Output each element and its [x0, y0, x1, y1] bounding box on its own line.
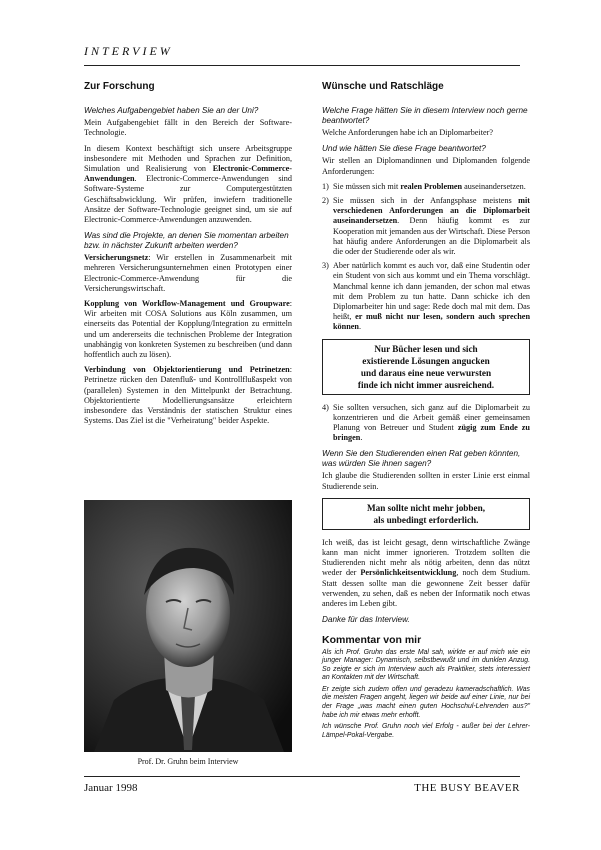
pull-quote-box: [322, 339, 530, 395]
question: Wenn Sie den Studierenden einen Rat geben könnten, was würden Sie ihnen sagen?: [322, 449, 521, 469]
question: Und wie hätten Sie diese Frage beantwortet?: [322, 144, 486, 154]
paragraph: [84, 144, 292, 226]
quote-line: existierende Lösungen angucken: [362, 355, 490, 366]
bold-text: Electronic-Commerce-Anwendungen: [84, 164, 292, 184]
paragraph: [322, 538, 530, 609]
text: , noch dem Studium. Statt dessen sollte man die gewonnene Zeit besser dafür verwenden, zu sehen, daß es neben der Informatik noch etwas anderes im Leben gibt.: [322, 568, 530, 609]
page-header: [84, 44, 520, 66]
comment-paragraph: Als ich Prof. Gruhn das erste Mal sah, wirkte er auf mich wie ein junger Manager: Dynamisch, selbstbewußt und im dunklen Anzug. So zeigte er sich im Interview auch als Praktiker, stets interessiert an Kontakten mit der Wirtschaft.: [322, 648, 530, 682]
heading-zur-forschung: Zur Forschung: [84, 81, 155, 92]
text: : Wir erstellen in Zusammenarbeit mit mehreren Versicherungsunternehmen einen Prototypen einer Electronic-Commerce-Anwendung für die Versicherungswirtschaft.: [84, 253, 292, 293]
text: Aber natürlich kommt es auch vor, daß eine Studentin oder ein Student von sich aus kommt und ein Thema vorschlägt. Manchmal kenne ich dann jemanden, der schon mal etwas mit dem Problem zu tun hatte. Dann schicke ich den Diplomarbeiter hin und sage: Rede doch mal mit dem. Das heißt,: [333, 261, 530, 322]
list-item: [322, 182, 530, 192]
paragraph: [84, 299, 292, 360]
text: . Denn häufig kommt es zur Kooperation mit jemanden aus der Wirtschaft. Diese Person hat häufig andere Anforderungen an die Diplomarbeit als die oder der Studierende oder als wir.: [333, 216, 530, 257]
text: Sie müssen sich mit: [333, 181, 401, 191]
requirements-list: [322, 182, 530, 333]
quote-line: als unbedingt erforderlich.: [373, 514, 479, 525]
pull-quote-box: [322, 498, 530, 530]
paragraph: [84, 253, 292, 294]
text: auseinandersetzen.: [462, 181, 526, 191]
header-rule: [84, 65, 520, 66]
answer: Ich glaube die Studierenden sollten in erster Linie erst einmal Studierende sein.: [322, 471, 530, 491]
list-number: 3): [322, 261, 329, 271]
bold-text: zügig zum Ende zu bringen: [333, 423, 530, 443]
portrait-photo: [84, 500, 292, 752]
requirements-list-cont: [322, 403, 530, 444]
question: Welches Aufgabengebiet haben Sie an der Uni?: [84, 106, 259, 116]
thanks-line: Danke für das Interview.: [322, 615, 410, 625]
bold-text: Kopplung von Workflow-Management und Groupware: [84, 299, 290, 309]
question: Welche Frage hätten Sie in diesem Interview noch gerne beantwortet?: [322, 106, 528, 126]
comment-paragraph: Er zeigte sich zudem offen und geradezu kameradschaftlich. Was die meisten Fragen angeht, liegen wir beide auf einer Linie, nur bei der Frage „was macht einen guten Hochschul-Lehrenden aus?" habe ich mir etwas mehr erhofft.: [322, 685, 530, 719]
right-column: [322, 82, 530, 743]
list-item: 4) Sie sollten versuchen, sich ganz auf die Diplomarbeit zu konzentrieren und die Arbeit gemäß einer gemeinsamen Planung von Betreuer und Student zügig zum Ende zu bringen.: [322, 402, 530, 443]
list-item: [322, 196, 530, 257]
bold-text: Verbindung von Objektorientierung und Petrinetzen: [84, 365, 290, 375]
quote-line: Nur Bücher lesen und sich: [374, 343, 478, 354]
quote-line: finde ich nicht immer ausreichend.: [357, 379, 495, 390]
heading-wuensche: Wünsche und Ratschläge: [322, 81, 444, 92]
text: : Wir arbeiten mit COSA Solutions aus Köln zusammen, um einerseits das Potential der Kopplung/Integration zu ermitteln und um andererseits die technischen Probleme der Integration unabhängig von konkreten Systemen zu beschreiben (und dann hoffentlich auch zu lösen).: [84, 299, 292, 360]
quote-line: und daraus eine neue verwursten: [360, 367, 492, 378]
text: Ich weiß, das ist leicht gesagt, denn wirtschaftliche Zwänge kann man nicht immer ignorieren. Trotzdem sollten die Studierenden nicht mehr als nötig arbeiten, denn das nützt weder der: [322, 537, 530, 578]
footer-date: Januar 1998: [84, 782, 138, 794]
page-footer: [84, 776, 520, 794]
bold-text: mit verschiedenen Anforderungen an die Diplomarbeit auseinandersetzen: [333, 196, 530, 226]
list-number: 4): [322, 402, 329, 412]
answer: Mein Aufgabengebiet fällt in den Bereich der Software-Technologie.: [84, 118, 292, 138]
paragraph: [84, 365, 292, 426]
photo-caption: Prof. Dr. Gruhn beim Interview: [137, 757, 239, 766]
footer-rule: [84, 776, 520, 777]
heading-kommentar: Kommentar von mir: [322, 634, 422, 647]
bold-text: Persönlichkeitsentwicklung: [360, 568, 457, 578]
bold-text: realen Problemen: [400, 181, 463, 191]
text: Sie sollten versuchen, sich ganz auf die Diplomarbeit zu konzentrieren und die Arbeit gemäß einer gemeinsamen Planung von Betreuer und Student: [333, 402, 530, 433]
list-number: 1): [322, 181, 329, 191]
text: Sie müssen sich in der Anfangsphase meistens: [333, 196, 519, 206]
quote-line: Man sollte nicht mehr jobben,: [367, 502, 485, 513]
text: . Electronic-Commerce-Anwendungen sind Software-Systeme zur Computergestützten Geschäftsabwicklung. Wir prüfen, inwiefern traditionelle Ansätze der Software-Technologie geeignet sind, um sie auf Electronic-Commerce-Anwendungen anzuwenden.: [84, 174, 292, 225]
comment-paragraph: Ich wünsche Prof. Gruhn noch viel Erfolg - außer bei der Lehrer-Lämpel-Pokal-Vergabe.: [322, 723, 530, 739]
bold-text: er muß nicht nur lesen, sondern auch sprechen können: [333, 312, 530, 332]
text: : Petrinetze rücken den Datenfluß- und Kontrollflußaspekt von (parallelen) Systemen in den Mittelpunkt der Betrachtung. Objektorientierte Modellierungsansätze erleichtern insbesondere das Verständnis der statischen Struktur eines Systems. Das Ziel ist die "Verheiratung" beider Aspekte.: [84, 365, 292, 426]
left-column: [84, 82, 292, 431]
question: Was sind die Projekte, an denen Sie momentan arbeiten bzw. in nächster Zukunft arbeiten werden?: [84, 231, 289, 251]
section-title: INTERVIEW: [84, 44, 173, 58]
list-number: 2): [322, 196, 329, 206]
answer: Wir stellen an Diplomandinnen und Diplomanden folgende Anforderungen:: [322, 156, 530, 176]
list-item: 3) Aber natürlich kommt es auch vor, daß eine Studentin oder ein Student von sich aus kommt und ein Thema vorschlägt. Manchmal kenne ich dann jemanden, der schon mal etwas mit dem Problem zu tun hatte. Dann schicke ich den Diplomarbeiter hin und sage: Rede doch mal mit dem. Das heißt, er muß nicht nur lesen, sondern auch sprechen können.: [322, 261, 530, 332]
text: In diesem Kontext beschäftigt sich unsere Arbeitsgruppe insbesondere mit Methoden und Sprachen zur Definition, Simulation und Realisierung von: [84, 143, 292, 174]
answer: Welche Anforderungen habe ich an Diplomarbeiter?: [322, 128, 493, 138]
bold-text: Versicherungsnetz: [84, 253, 149, 263]
footer-publication: THE BUSY BEAVER: [414, 782, 520, 794]
